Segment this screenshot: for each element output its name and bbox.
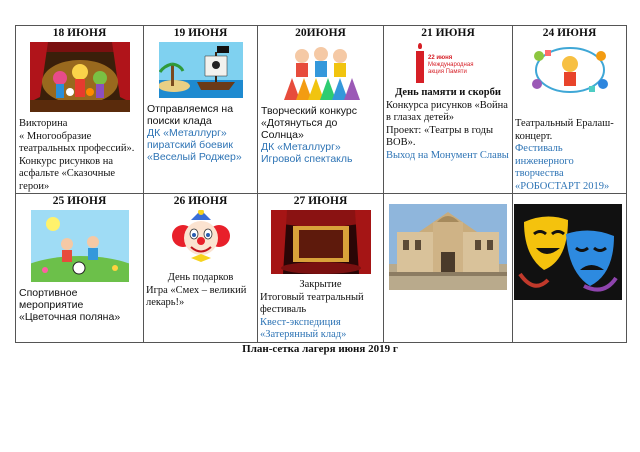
day-cell-24 <box>513 26 627 194</box>
day-text: Театральный Ералаш-концерт. Фестиваль инженерного творчества «РОБОСТАРТ 2019» <box>515 118 614 192</box>
kids-football-image <box>31 210 129 282</box>
theatre-building-image <box>389 204 507 290</box>
day-date: 19 ИЮНЯ <box>173 27 228 39</box>
theatre-masks-cell <box>513 194 627 343</box>
day-cell-21 <box>384 26 513 194</box>
pirate-ship-image <box>159 42 243 98</box>
day-cell-26 <box>144 194 258 343</box>
schedule-row-1 <box>16 26 627 194</box>
day-cell-18 <box>16 26 144 194</box>
day-date: 20ИЮНЯ <box>295 27 346 39</box>
day-cell-27 <box>258 194 384 343</box>
theatre-building-cell <box>384 194 513 343</box>
theatre-masks-image <box>514 204 622 300</box>
day-cell-19 <box>144 26 258 194</box>
day-cell-20 <box>258 26 384 194</box>
day-date: 21 ИЮНЯ <box>421 27 475 39</box>
day-date: 25 ИЮНЯ <box>52 195 107 207</box>
day-date: 24 ИЮНЯ <box>542 27 597 39</box>
schedule-caption: План-сетка лагеря июня 2019 г <box>242 343 398 355</box>
day-cell-25 <box>16 194 144 343</box>
day-text: День памяти и скорби Конкурса рисунков «Война в глазах детей» Проект: «Театры в годы ВОВ». Выход на Монумент Славы <box>386 87 509 161</box>
day-text: Закрытие Итоговый театральный фестиваль Квест-экспедиция «Затерянный клад» <box>260 279 364 340</box>
clown-face-image <box>169 210 233 268</box>
memory-action-logo: 22 июня Международная акция Памяти <box>412 43 484 87</box>
day-text: Викторина « Многообразие театральных профессий». Конкурс рисунков на асфальте «Сказочные герои» <box>19 118 135 192</box>
day-text: День подарков Игра «Смех – великий лекарь!» <box>146 272 247 308</box>
day-text: Отправляемся на поиски клада ДК «Металлург» пиратский боевик «Веселый Роджер» <box>147 103 242 163</box>
theatre-hall-image <box>271 210 371 274</box>
children-piano-image <box>280 42 362 104</box>
day-date: 27 ИЮНЯ <box>293 195 348 207</box>
day-text: Спортивное мероприятие «Цветочная поляна» <box>19 287 121 323</box>
schedule-table <box>15 25 627 343</box>
schedule-row-2 <box>16 194 627 343</box>
day-text: Творческий конкурс «Дотянуться до Солнца» ДК «Металлург» Игровой спектакль <box>261 105 357 165</box>
day-date: 26 ИЮНЯ <box>173 195 228 207</box>
robot-kids-image <box>525 42 615 98</box>
stage-performers-image <box>30 42 130 112</box>
day-date: 18 ИЮНЯ <box>52 27 107 39</box>
